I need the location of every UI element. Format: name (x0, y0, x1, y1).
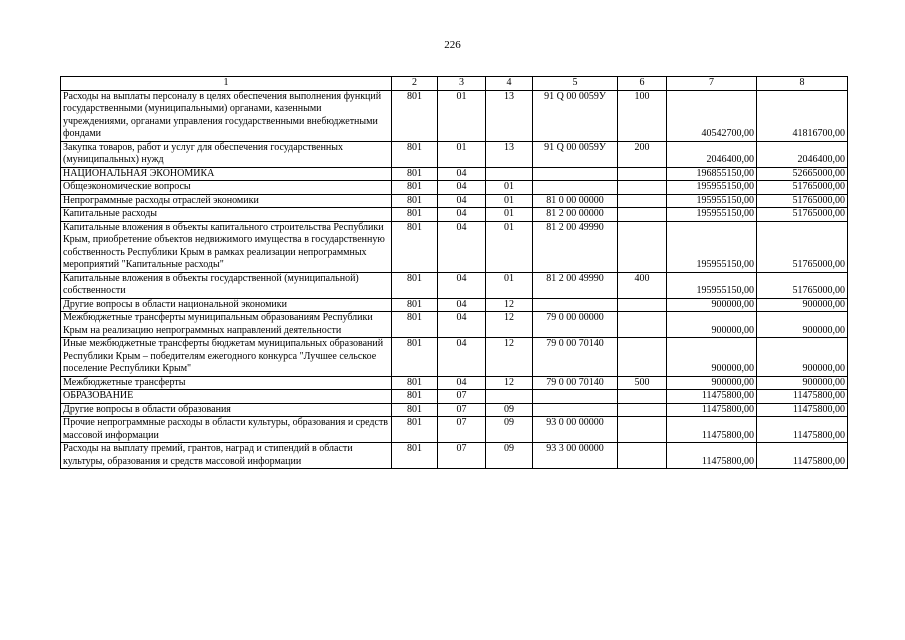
table-row (61, 403, 848, 417)
table-row (61, 338, 848, 377)
expense-type-code: 500 (618, 376, 667, 390)
amount-year-2: 900000,00 (757, 312, 848, 338)
ministry-code: 801 (392, 443, 438, 469)
expense-type-code (618, 298, 667, 312)
expense-name: НАЦИОНАЛЬНАЯ ЭКОНОМИКА (61, 167, 392, 181)
target-item-code: 81 2 00 00000 (533, 208, 618, 222)
table-row (61, 376, 848, 390)
table-row (61, 272, 848, 298)
section-code: 04 (438, 376, 486, 390)
expense-name: Другие вопросы в области образования (61, 403, 392, 417)
expense-type-code (618, 167, 667, 181)
expense-name: Иные межбюджетные трансферты бюджетам муниципальных образований Республики Крым – победителям ежегодного конкурса "Лучшее сельское поселение Республики Крым" (61, 338, 392, 377)
section-code: 04 (438, 338, 486, 377)
section-code: 04 (438, 221, 486, 272)
amount-year-2: 2046400,00 (757, 141, 848, 167)
amount-year-2: 11475800,00 (757, 403, 848, 417)
expense-type-code (618, 221, 667, 272)
ministry-code: 801 (392, 403, 438, 417)
expense-type-code (618, 181, 667, 195)
amount-year-1: 11475800,00 (667, 390, 757, 404)
amount-year-2: 900000,00 (757, 298, 848, 312)
table-row (61, 208, 848, 222)
table-row (61, 312, 848, 338)
subsection-code: 09 (486, 443, 533, 469)
expense-name: Прочие непрограммные расходы в области культуры, образования и средств массовой информации (61, 417, 392, 443)
expense-name: Другие вопросы в области национальной экономики (61, 298, 392, 312)
table-row (61, 141, 848, 167)
target-item-code: 91 Q 00 0059У (533, 141, 618, 167)
expense-name: Расходы на выплаты персоналу в целях обеспечения выполнения функций государственными (муниципальными) органами, казенными учреждениями, органами управления государственными внебюджетными фондами (61, 90, 392, 141)
amount-year-1: 11475800,00 (667, 403, 757, 417)
amount-year-2: 11475800,00 (757, 417, 848, 443)
amount-year-1: 195955150,00 (667, 181, 757, 195)
table-row (61, 194, 848, 208)
subsection-code: 12 (486, 298, 533, 312)
target-item-code (533, 167, 618, 181)
amount-year-1: 900000,00 (667, 312, 757, 338)
expense-type-code (618, 338, 667, 377)
subsection-code: 09 (486, 417, 533, 443)
section-code: 01 (438, 90, 486, 141)
expense-name: Непрограммные расходы отраслей экономики (61, 194, 392, 208)
subsection-code: 12 (486, 338, 533, 377)
amount-year-2: 900000,00 (757, 376, 848, 390)
amount-year-2: 51765000,00 (757, 221, 848, 272)
target-item-code: 81 0 00 00000 (533, 194, 618, 208)
expense-type-code (618, 403, 667, 417)
expense-name: Расходы на выплату премий, грантов, наград и стипендий в области культуры, образования и средств массовой информации (61, 443, 392, 469)
section-code: 04 (438, 272, 486, 298)
ministry-code: 801 (392, 141, 438, 167)
expense-type-code (618, 194, 667, 208)
ministry-code: 801 (392, 390, 438, 404)
amount-year-2: 51765000,00 (757, 194, 848, 208)
section-code: 04 (438, 167, 486, 181)
ministry-code: 801 (392, 167, 438, 181)
expense-name: Межбюджетные трансферты муниципальным образованиям Республики Крым на реализацию непрограммных направлений деятельности (61, 312, 392, 338)
table-row (61, 390, 848, 404)
table-row (61, 443, 848, 469)
target-item-code: 91 Q 00 0059У (533, 90, 618, 141)
subsection-code (486, 390, 533, 404)
section-code: 07 (438, 417, 486, 443)
subsection-code: 01 (486, 221, 533, 272)
section-code: 07 (438, 443, 486, 469)
budget-table (60, 76, 848, 469)
amount-year-1: 195955150,00 (667, 208, 757, 222)
subsection-code: 09 (486, 403, 533, 417)
target-item-code: 81 2 00 49990 (533, 272, 618, 298)
amount-year-2: 51765000,00 (757, 181, 848, 195)
amount-year-1: 11475800,00 (667, 417, 757, 443)
target-item-code: 79 0 00 70140 (533, 338, 618, 377)
subsection-code: 12 (486, 376, 533, 390)
expense-name: Закупка товаров, работ и услуг для обеспечения государственных (муниципальных) нужд (61, 141, 392, 167)
table-row (61, 298, 848, 312)
ministry-code: 801 (392, 417, 438, 443)
expense-name: ОБРАЗОВАНИЕ (61, 390, 392, 404)
expense-type-code (618, 208, 667, 222)
expense-type-code (618, 443, 667, 469)
amount-year-1: 11475800,00 (667, 443, 757, 469)
section-code: 01 (438, 141, 486, 167)
table-row (61, 90, 848, 141)
ministry-code: 801 (392, 338, 438, 377)
column-header: 5 (533, 77, 618, 91)
amount-year-2: 11475800,00 (757, 390, 848, 404)
target-item-code: 93 0 00 00000 (533, 417, 618, 443)
expense-type-code: 400 (618, 272, 667, 298)
target-item-code: 79 0 00 70140 (533, 376, 618, 390)
subsection-code: 01 (486, 181, 533, 195)
amount-year-2: 52665000,00 (757, 167, 848, 181)
target-item-code (533, 403, 618, 417)
column-header: 1 (61, 77, 392, 91)
subsection-code (486, 167, 533, 181)
table-row (61, 417, 848, 443)
amount-year-2: 51765000,00 (757, 208, 848, 222)
table-row (61, 221, 848, 272)
subsection-code: 01 (486, 208, 533, 222)
column-header: 3 (438, 77, 486, 91)
column-header: 2 (392, 77, 438, 91)
target-item-code: 81 2 00 49990 (533, 221, 618, 272)
column-header: 4 (486, 77, 533, 91)
subsection-code: 13 (486, 141, 533, 167)
amount-year-1: 900000,00 (667, 376, 757, 390)
section-code: 07 (438, 390, 486, 404)
section-code: 07 (438, 403, 486, 417)
ministry-code: 801 (392, 90, 438, 141)
ministry-code: 801 (392, 194, 438, 208)
expense-type-code (618, 312, 667, 338)
amount-year-2: 51765000,00 (757, 272, 848, 298)
amount-year-2: 41816700,00 (757, 90, 848, 141)
ministry-code: 801 (392, 376, 438, 390)
amount-year-1: 40542700,00 (667, 90, 757, 141)
section-code: 04 (438, 194, 486, 208)
page-number: 226 (444, 39, 461, 51)
expense-type-code: 100 (618, 90, 667, 141)
target-item-code (533, 181, 618, 195)
expense-name: Капитальные расходы (61, 208, 392, 222)
column-header: 6 (618, 77, 667, 91)
expense-type-code (618, 390, 667, 404)
target-item-code (533, 390, 618, 404)
column-header: 7 (667, 77, 757, 91)
amount-year-2: 11475800,00 (757, 443, 848, 469)
table-row (61, 181, 848, 195)
amount-year-2: 900000,00 (757, 338, 848, 377)
ministry-code: 801 (392, 208, 438, 222)
amount-year-1: 195955150,00 (667, 221, 757, 272)
amount-year-1: 195955150,00 (667, 272, 757, 298)
expense-type-code (618, 417, 667, 443)
section-code: 04 (438, 298, 486, 312)
ministry-code: 801 (392, 272, 438, 298)
amount-year-1: 196855150,00 (667, 167, 757, 181)
subsection-code: 01 (486, 272, 533, 298)
ministry-code: 801 (392, 181, 438, 195)
target-item-code: 93 3 00 00000 (533, 443, 618, 469)
target-item-code (533, 298, 618, 312)
amount-year-1: 900000,00 (667, 298, 757, 312)
subsection-code: 12 (486, 312, 533, 338)
ministry-code: 801 (392, 312, 438, 338)
amount-year-1: 900000,00 (667, 338, 757, 377)
expense-name: Общеэкономические вопросы (61, 181, 392, 195)
target-item-code: 79 0 00 00000 (533, 312, 618, 338)
section-code: 04 (438, 312, 486, 338)
subsection-code: 13 (486, 90, 533, 141)
ministry-code: 801 (392, 298, 438, 312)
column-header: 8 (757, 77, 848, 91)
ministry-code: 801 (392, 221, 438, 272)
expense-name: Капитальные вложения в объекты капитального строительства Республики Крым, приобретение объектов недвижимого имущества в государственную собственность Республики Крым в рамках реализации непрограммных мероприятий "Капитальные расходы" (61, 221, 392, 272)
amount-year-1: 2046400,00 (667, 141, 757, 167)
section-code: 04 (438, 208, 486, 222)
section-code: 04 (438, 181, 486, 195)
table-header-row (61, 77, 848, 91)
amount-year-1: 195955150,00 (667, 194, 757, 208)
expense-type-code: 200 (618, 141, 667, 167)
expense-name: Межбюджетные трансферты (61, 376, 392, 390)
table-row (61, 167, 848, 181)
expense-name: Капитальные вложения в объекты государственной (муниципальной) собственности (61, 272, 392, 298)
subsection-code: 01 (486, 194, 533, 208)
